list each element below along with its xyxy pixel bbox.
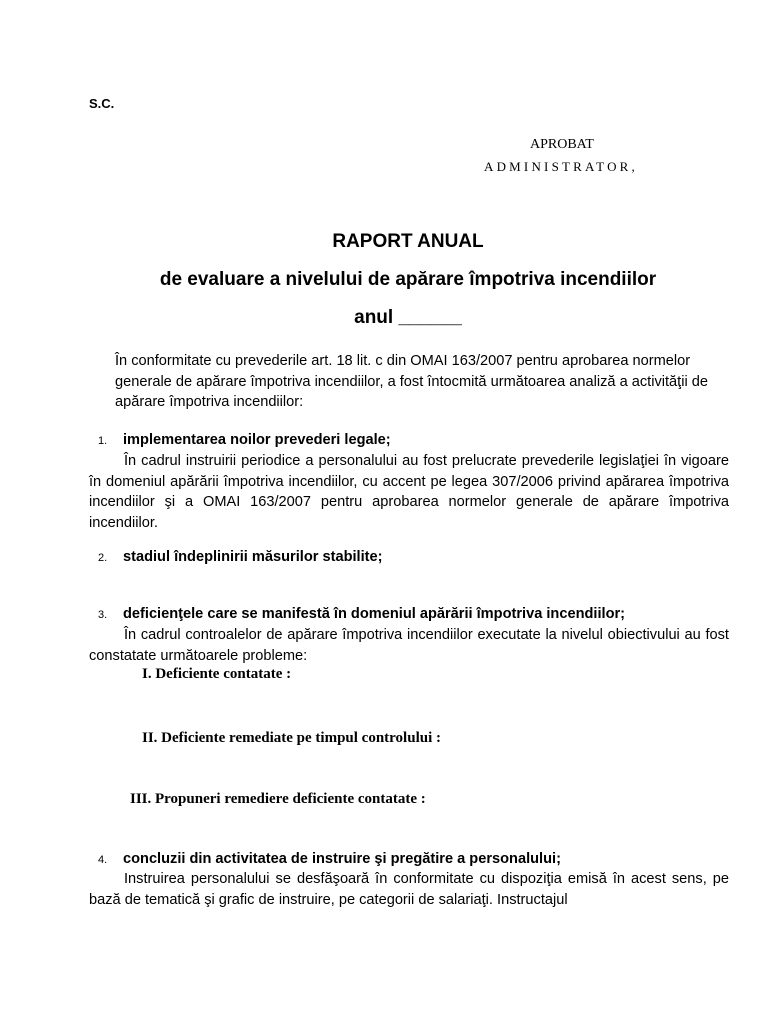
section-2-heading [98,549,383,565]
section-number: 1. [98,435,108,447]
section-title: stadiul îndeplinirii măsurilor stabilite; [123,549,383,565]
section-1-heading [98,432,391,448]
deficiencies-remedied-heading: II. Deficiente remediate pe timpul controlului : [142,730,441,746]
section-number: 3. [98,609,108,621]
report-subtitle: de evaluare a nivelului de apărare împotriva incendiilor [159,269,657,290]
section-1-paragraph [89,451,729,533]
section-title: deficienţele care se manifestă în domeniul apărării împotriva incendiilor; [123,606,626,622]
report-year: anul ______ [354,307,462,328]
administrator-label: ADMINISTRATOR, [484,159,638,174]
section-4-paragraph [89,869,729,910]
report-title: RAPORT ANUAL [332,231,484,252]
section-4-heading [98,851,561,867]
section-title: implementarea noilor prevederi legale; [123,432,391,448]
section-3-paragraph [89,625,729,666]
section-number: 4. [98,854,108,866]
section-1-text: În cadrul instruirii periodice a personalului au fost prelucrate prevederile legislaţiei în vigoare în domeniul apărării împotriva incendiilor, cu accent pe legea 307/2006 privind apărarea împotriva incendiilor şi a OMAI 163/2007 pentru aprobarea normelor generale de apărare împotriva incendiilor. [89,453,729,531]
approved-label: APROBAT [530,137,594,152]
section-3-heading [98,606,625,622]
section-3-text: În cadrul controalelor de apărare împotriva incendiilor executate la nivelul obiectivului au fost constatate următoarele probleme: [89,627,729,664]
company-label: S.C. [89,96,115,111]
section-4-text: Instruirea personalului se desfăşoară în conformitate cu dispoziţia emisă în acest sens, pe bază de tematică şi grafic de instruire, pe categorii de salariaţi. Instructajul [89,871,729,908]
remediation-proposals-heading: III. Propuneri remediere deficiente contatate : [130,791,426,807]
section-number: 2. [98,552,108,564]
section-title: concluzii din activitatea de instruire şi pregătire a personalului; [123,851,561,867]
intro-paragraph: În conformitate cu prevederile art. 18 lit. c din OMAI 163/2007 pentru aprobarea normelor generale de apărare împotriva incendiilor, a fost întocmită următoarea analiză a activităţii de apărare împotriva incendiilor: [115,353,708,410]
deficiencies-found-heading: I. Deficiente contatate : [142,666,292,682]
